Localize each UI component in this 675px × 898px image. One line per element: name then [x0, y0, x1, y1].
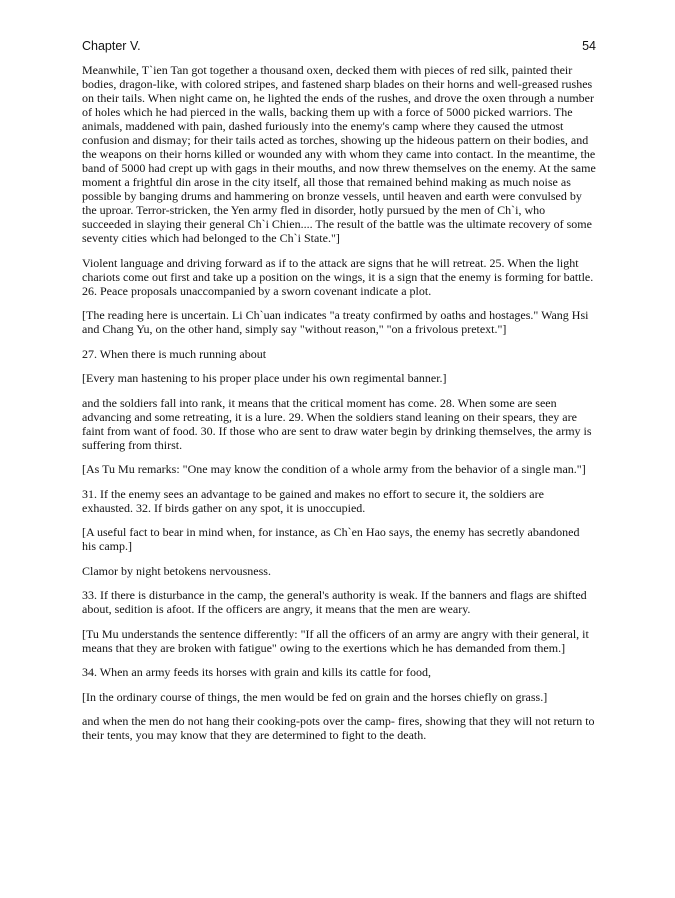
page-header	[82, 39, 596, 57]
paragraph: Clamor by night betokens nervousness.	[82, 563, 271, 578]
body-text	[82, 63, 596, 753]
paragraph: 34. When an army feeds its horses with grain and kills its cattle for food,	[82, 665, 432, 679]
paragraph: [Tu Mu understands the sentence differently: "If all the officers of an army are angry with their general, it means that they are broken with fatigue" owing to the exertions which he has demanded from them.]	[82, 626, 589, 655]
paragraph: and the soldiers fall into rank, it means that the critical moment has come. 28. When some are seen advancing and some retreating, it is a lure. 29. When the soldiers stand leaning on their spears, they are faint from want of food. 30. If those who are sent to draw water begin by drinking themselves, the army is suffering from thirst.	[82, 395, 592, 452]
paragraph: [In the ordinary course of things, the men would be fed on grain and the horses chiefly on grass.]	[82, 689, 548, 704]
paragraph: 31. If the enemy sees an advantage to be gained and makes no effort to secure it, the soldiers are exhausted. 32. If birds gather on any spot, it is unoccupied.	[82, 486, 544, 515]
paragraph: and when the men do not hang their cooking-pots over the camp- fires, showing that they will not return to their tents, you may know that they are determined to fight to the death.	[82, 714, 595, 742]
paragraph: [Every man hastening to his proper place under his own regimental banner.]	[82, 371, 447, 385]
paragraph: [The reading here is uncertain. Li Ch`uan indicates "a treaty confirmed by oaths and hostages." Wang Hsi and Chang Yu, on the other hand, simply say "without reason," "on a frivolous pretext."]	[82, 308, 589, 336]
paragraph: 33. If there is disturbance in the camp, the general's authority is weak. If the banners and flags are shifted about, sedition is afoot. If the officers are angry, it means that the men are weary.	[82, 588, 587, 616]
paragraph: 27. When there is much running about	[82, 346, 267, 361]
paragraph: [A useful fact to bear in mind when, for instance, as Ch`en Hao says, the enemy has secretly abandoned his camp.]	[82, 525, 580, 553]
chapter-title: Chapter V.	[82, 39, 141, 53]
page-number: 54	[582, 39, 596, 53]
paragraph: [As Tu Mu remarks: "One may know the condition of a whole army from the behavior of a single man."]	[82, 462, 586, 476]
paragraph: Violent language and driving forward as if to the attack are signs that he will retreat. 25. When the light chariots come out first and take up a position on the wings, it is a sign that the enemy is forming for battle. 26. Peace proposals unaccompanied by a sworn covenant indicate a plot.	[82, 255, 594, 298]
paragraph: Meanwhile, T`ien Tan got together a thousand oxen, decked them with pieces of red silk, painted their bodies, dragon-like, with colored stripes, and fastened sharp blades on their horns and well-greased rushes on their tails. When night came on, he lighted the ends of the rushes, and drove the oxen through a number of holes which he had pierced in the walls, backing them up with a force of 5000 picked warriors. The animals, maddened with pain, dashed furiously into the enemy's camp where they caused the utmost confusion and dismay; for their tails acted as torches, showing up the hideous pattern on their bodies, and the weapons on their horns killed or wounded any with whom they came into contact. In the meantime, the band of 5000 had crept up with gags in their mouths, and now threw themselves on the enemy. At the same moment a frightful din arose in the city itself, all those that remained behind making as much noise as possible by banging drums and hammering on bronze vessels, until heaven and earth were convulsed by the uproar. Terror-stricken, the Yen army fled in disorder, hotly pursued by the men of Ch`i, who succeeded in slaying their general Ch`i Chien.... The result of the battle was the ultimate recovery of some seventy cities which had belonged to the Ch`i State."]	[82, 63, 596, 245]
